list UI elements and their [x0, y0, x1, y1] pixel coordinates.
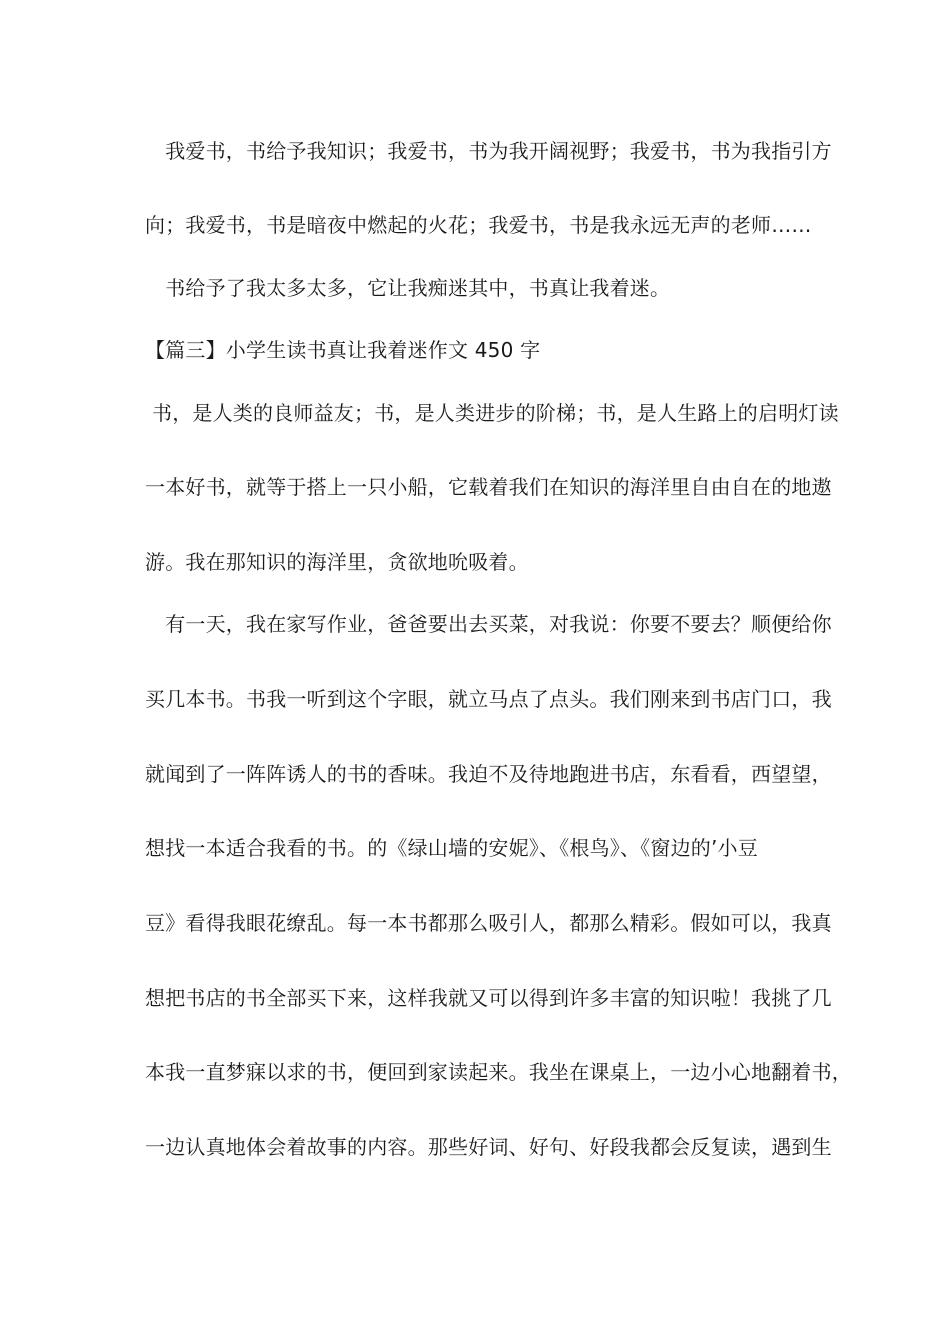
paragraph-line: 向；我爱书，书是暗夜中燃起的火花；我爱书，书是我永远无声的老师…… [145, 213, 812, 237]
paragraph-line: 想找一本适合我看的书。的《绿山墙的安妮》、《根鸟》、《窗边的’小豆 [145, 836, 758, 860]
paragraph-line: 本我一直梦寐以求的书，便回到家读起来。我坐在课桌上，一边小心地翻着书， [145, 1060, 852, 1084]
paragraph-line: 买几本书。书我一听到这个字眼，就立马点了点头。我们刚来到书店门口，我 [145, 687, 832, 711]
paragraph-line: 有一天，我在家写作业，爸爸要出去买菜，对我说：你要不要去？顺便给你 [145, 612, 832, 636]
paragraph-line: 就闻到了一阵阵诱人的书的香味。我迫不及待地跑进书店，东看看，西望望， [145, 762, 832, 786]
paragraph-line: 一本好书，就等于搭上一只小船，它载着我们在知识的海洋里自由自在的地遨 [145, 475, 832, 499]
paragraph-line: 书给予了我太多太多，它让我痴迷其中，书真让我着迷。 [145, 276, 671, 300]
paragraph-line: 一边认真地体会着故事的内容。那些好词、好句、好段我都会反复读，遇到生 [145, 1135, 832, 1159]
paragraph-line: 书，是人类的良师益友；书，是人类进步的阶梯；书，是人生路上的启明灯读 [152, 401, 839, 425]
paragraph-line: 想把书店的书全部买下来，这样我就又可以得到许多丰富的知识啦！我挑了几 [145, 986, 832, 1010]
section-heading: 【篇三】小学生读书真让我着迷作文 450 字 [145, 338, 541, 362]
paragraph-line: 游。我在那知识的海洋里，贪欲地吮吸着。 [145, 550, 529, 574]
paragraph-line: 我爱书，书给予我知识；我爱书，书为我开阔视野；我爱书，书为我指引方 [145, 139, 832, 163]
paragraph-line: 豆》看得我眼花缭乱。每一本书都那么吸引人，都那么精彩。假如可以，我真 [145, 911, 832, 935]
